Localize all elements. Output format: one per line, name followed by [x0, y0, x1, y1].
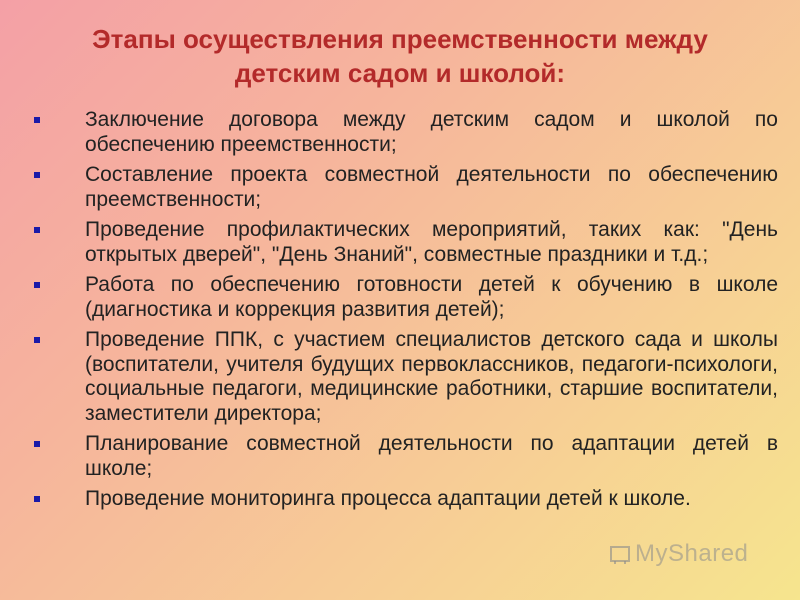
bullet-icon — [34, 117, 40, 123]
bullet-icon — [34, 441, 40, 447]
stages-list — [30, 108, 778, 518]
list-item-text: Составление проекта совместной деятельности по обеспечению преемственности; — [85, 163, 778, 211]
bullet-icon — [34, 337, 40, 343]
list-item — [30, 273, 778, 322]
list-item — [30, 328, 778, 426]
watermark-logo-icon — [609, 543, 631, 565]
bullet-icon — [34, 172, 40, 178]
list-item — [30, 108, 778, 157]
list-item-text: Проведение профилактических мероприятий, таких как: "День открытых дверей", "День Знаний", совместные праздники и т.д.; — [85, 218, 778, 266]
list-item-text: Проведение ППК, с участием специалистов детского сада и школы (воспитатели, учителя будущих первоклассников, педагоги-психологи, социальные педагоги, медицинские работники, старшие воспитатели, заместители директора; — [85, 328, 778, 425]
slide-title — [40, 22, 760, 90]
slide-title-line-1: Этапы осуществления преемственности между — [92, 24, 708, 54]
list-item — [30, 432, 778, 481]
bullet-icon — [34, 496, 40, 502]
slide-title-line-2: детским садом и школой: — [234, 58, 566, 88]
list-item — [30, 163, 778, 212]
list-item — [30, 218, 778, 267]
list-item-text: Заключение договора между детским садом и школой по обеспечению преемственности; — [85, 108, 778, 156]
list-item-text: Планирование совместной деятельности по адаптации детей в школе; — [85, 432, 778, 480]
watermark-text: MyShared — [635, 540, 749, 567]
bullet-icon — [34, 282, 40, 288]
watermark — [609, 540, 748, 568]
list-item-text: Работа по обеспечению готовности детей к обучению в школе (диагностика и коррекция развития детей); — [85, 273, 778, 321]
bullet-icon — [34, 227, 40, 233]
list-item-text: Проведение мониторинга процесса адаптации детей к школе. — [85, 487, 691, 510]
list-item — [30, 487, 778, 512]
